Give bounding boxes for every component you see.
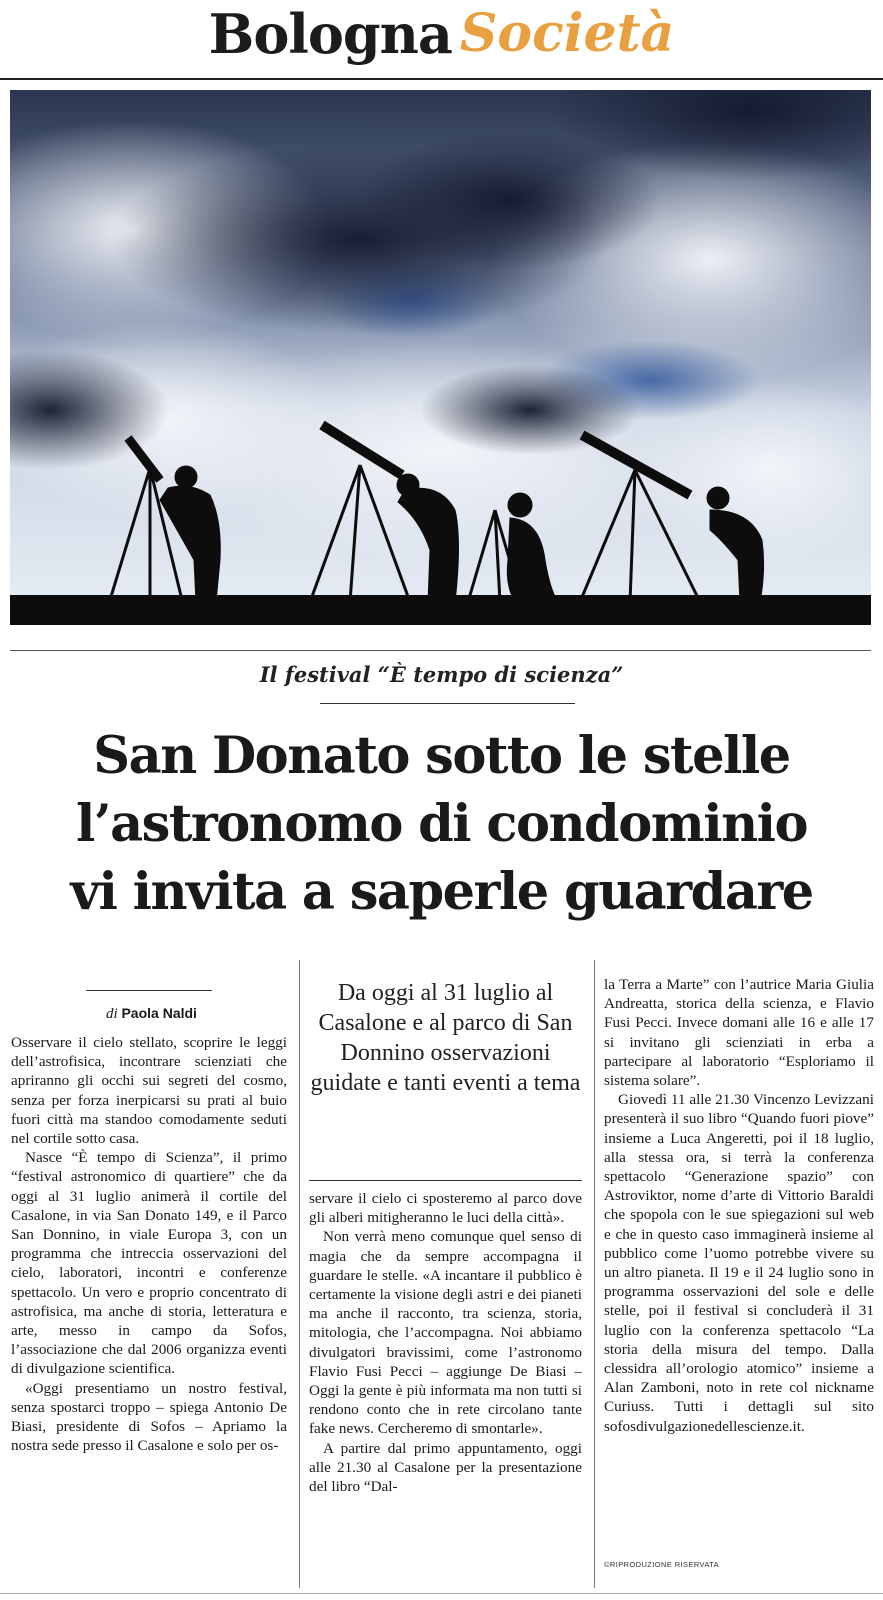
byline-author: Paola Naldi [121, 1005, 197, 1021]
article-column-1 [11, 1033, 287, 1455]
paragraph: Nasce “È tempo di Scienza”, il primo “festival astronomico di quartiere” che da oggi al 31 luglio animerà il cortile del Casalone, in via San Donato 149, e il Parco San Donnino, in viale Europa 3, con un programma che intreccia osservazioni del cielo, laboratori, incontri e conferenze spettacolo. Un vero e proprio concentrato di astrofisica, ma anche di storia, letteratura e arte, messo in campo da Sofos, l’associazione che dal 2006 organizza eventi di divulgazione scientifica. [11, 1149, 287, 1378]
paragraph: Non verrà meno comunque quel senso di magia che da sempre accompagna il guardare le stelle. «A incantare il pubblico è certamente la visione degli astri e dei pianeti ma anche il racconto, tra scienza, storia, mitologia, che l’accompagna. Noi abbiamo divulgatori bravissimi, come l’astronomo Flavio Fusi Pecci – aggiunge De Biasi – Oggi la gente è più informata ma non tutti si rendono conto che in rete circolano tante fake news. Cercheremo di smontarle». [309, 1228, 582, 1438]
article-photo [10, 90, 871, 625]
masthead-section: Società [459, 3, 675, 64]
headline-line-3: vi invita a saperle guardare [70, 862, 813, 922]
paragraph: Osservare il cielo stellato, scoprire le leggi dell’astrofisica, incontrare scienziati che apriranno gli occhi sui segreti del cosmo, senza per forza inerpicarsi su prati al buio fuori città ma standoo comodamente seduti nel cortile sotto casa. [11, 1034, 287, 1148]
article-column-2 [309, 1189, 582, 1496]
pull-quote-rule [309, 1180, 582, 1181]
paragraph: «Oggi presentiamo un nostro festival, senza spostarci troppo – spiega Antonio De Biasi, presidente di Sofos – Apriamo la nostra sede presso il Casalone e solo per os- [11, 1379, 287, 1455]
masthead-rule [0, 78, 883, 80]
headline-line-2: l’astronomo di condominio [75, 794, 808, 854]
paragraph: servare il cielo ci sposteremo al parco dove gli alberi mitigheranno le luci della città». [309, 1190, 582, 1227]
masthead [0, 0, 883, 78]
masthead-city: Bologna [208, 2, 452, 66]
kicker: Il festival “È tempo di scienza” [259, 662, 624, 687]
pull-quote: Da oggi al 31 luglio al Casalone e al parco di San Donnino osservazioni guidate e tanti eventi a tema [310, 980, 581, 1096]
paragraph: Giovedì 11 alle 21.30 Vincenzo Levizzani presenterà il suo libro “Quando fuori piove” insieme a Luca Angeretti, poi il 18 luglio, alla stessa ora, si terrà la conferenza spettacolo “Generazione spazio” con Astroviktor, nome d’arte di Vittorio Baraldi che spopola con le sue spiegazioni sul web e che in questo caso immaginerà insieme al pubblico come l’uomo potrebbe vivere su un altro pianeta. Il 19 e il 24 luglio sono in programma osservazioni del sole e delle stelle, poi il festival si concluderà il 31 luglio con la conferenza spettacolo “La storia della misura del tempo. Dalla clessidra all’orologio atomico” insieme a Alan Zamboni, noto in rete col nickname Curiuss. Tutti i dettagli sul sito sofosdivulgazionedellescienze.it. [604, 1091, 874, 1435]
article-column-3 [604, 975, 874, 1436]
kicker-rule [320, 703, 575, 704]
column-divider [299, 960, 300, 1588]
headline [0, 722, 883, 926]
photo-rule [10, 650, 871, 651]
page-bottom-rule [0, 1593, 883, 1594]
column-divider [594, 960, 595, 1588]
byline-prefix: di [106, 1006, 118, 1022]
byline [0, 1005, 303, 1023]
paragraph: A partire dal primo appuntamento, oggi alle 21.30 al Casalone per la presentazione del libro “Dal- [309, 1439, 582, 1496]
copyright-notice: ©RIPRODUZIONE RISERVATA [604, 1560, 720, 1569]
paragraph: la Terra a Marte” con l’autrice Maria Giulia Andreatta, storica della scienza, e Flavio Fusi Pecci. Invece domani alle 16 e alle 17 si invitano gli scienziati in erba a partecipare al laboratorio “Esploriamo il sistema solare”. [604, 976, 874, 1090]
byline-rule [86, 990, 212, 991]
headline-line-1: San Donato sotto le stelle [93, 726, 790, 786]
